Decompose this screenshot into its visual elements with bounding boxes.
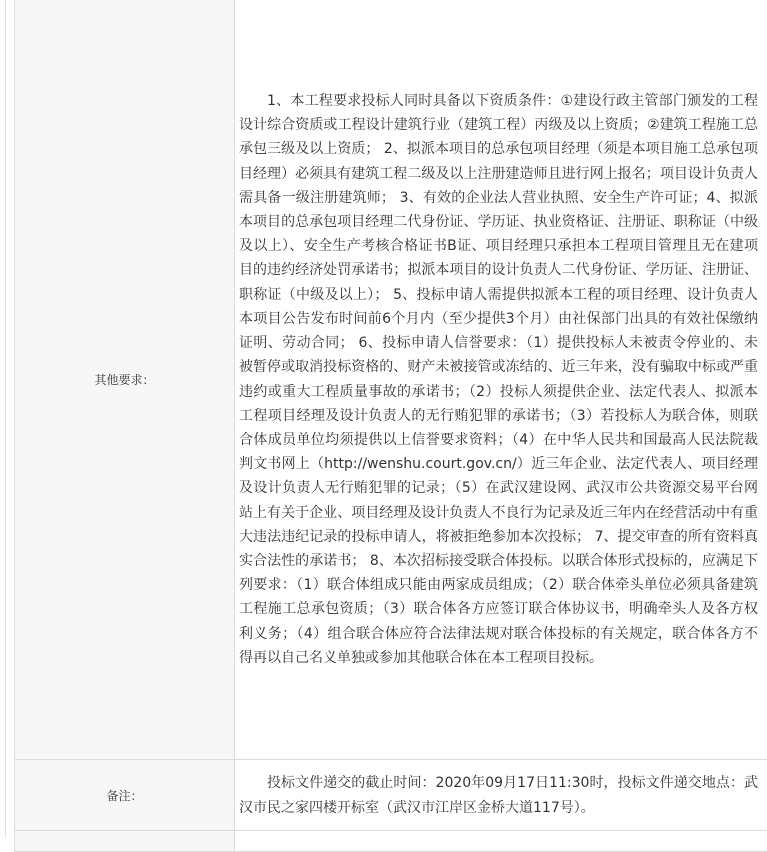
other-requirements-label: 其他要求： [15, 0, 235, 760]
remark-cell [235, 760, 767, 831]
other-requirements-cell [235, 0, 767, 760]
remark-label: 备注： [15, 760, 235, 831]
remark-text: 投标文件递交的截止时间：2020年09月17日11:30时，投标文件递交地点：武汉市民之家四楼开标室（武汉市江岸区金桥大道117号）。 [235, 761, 767, 828]
table-row-remark [15, 760, 767, 831]
table-row-next [15, 831, 767, 852]
table-row-other-requirements [15, 0, 767, 760]
next-row-value-cell [235, 831, 767, 852]
next-row-label-cell [15, 831, 235, 852]
requirements-table [14, 0, 767, 852]
other-requirements-text: 1、本工程要求投标人同时具备以下资质条件：①建设行政主管部门颁发的工程设计综合资质或工程设计建筑行业（建筑工程）丙级及以上资质；②建筑工程施工总承包三级及以上资质； 2、拟派本项目的总承包项目经理（须是本项目施工总承包项目经理）必须具有建筑工程二级及以上注册建造师且进行网上报名；项目设计负责人需具备一级注册建筑师； 3、有效的企业法人营业执照、安全生产许可证；4、拟派本项目的总承包项目经理二代身份证、学历证、执业资格证、注册证、职称证（中级及以上）、安全生产考核合格证书B证、项目经理只承担本工程项目管理且无在建项目的违约经济处罚承诺书；拟派本项目的设计负责人二代身份证、学历证、注册证、职称证（中级及以上）； 5、投标申请人需提供拟派本工程的项目经理、设计负责人本项目公告发布时间前6个月内（至少提供3个月）由社保部门出具的有效社保缴纳证明、劳动合同； 6、投标申请人信誉要求：（1）提供投标人未被责令停业的、未被暂停或取消投标资格的、财产未被接管或冻结的、近三年来，没有骗取中标或严重违约或重大工程质量事故的承诺书；（2）投标人须提供企业、法定代表人、拟派本工程项目经理及设计负责人的无行贿犯罪的承诺书；（3）若投标人为联合体，则联合体成员单位均须提供以上信誉要求资料；（4）在中华人民共和国最高人民法院裁判文书网上（http://wenshu.court.gov.cn/）近三年企业、法定代表人、项目经理及设计负责人无行贿犯罪的记录；（5）在武汉建设网、武汉市公共资源交易平台网站上有关于企业、项目经理及设计负责人不良行为记录及近三年内在经营活动中有重大违法违纪记录的投标申请人，将被拒绝参加本次投标； 7、提交审查的所有资料真实合法性的承诺书； 8、本次招标接受联合体投标。以联合体形式投标的，应满足下列要求：（1）联合体组成只能由两家成员组成；（2）联合体牵头单位必须具备建筑工程施工总承包资质；（3）联合体各方应签订联合体协议书，明确牵头人及各方权利义务；（4）组合联合体应符合法律法规对联合体投标的有关规定，联合体各方不得再以自己名义单独或参加其他联合体在本工程项目投标。 [235, 81, 767, 678]
page-left-rule [5, 0, 6, 838]
